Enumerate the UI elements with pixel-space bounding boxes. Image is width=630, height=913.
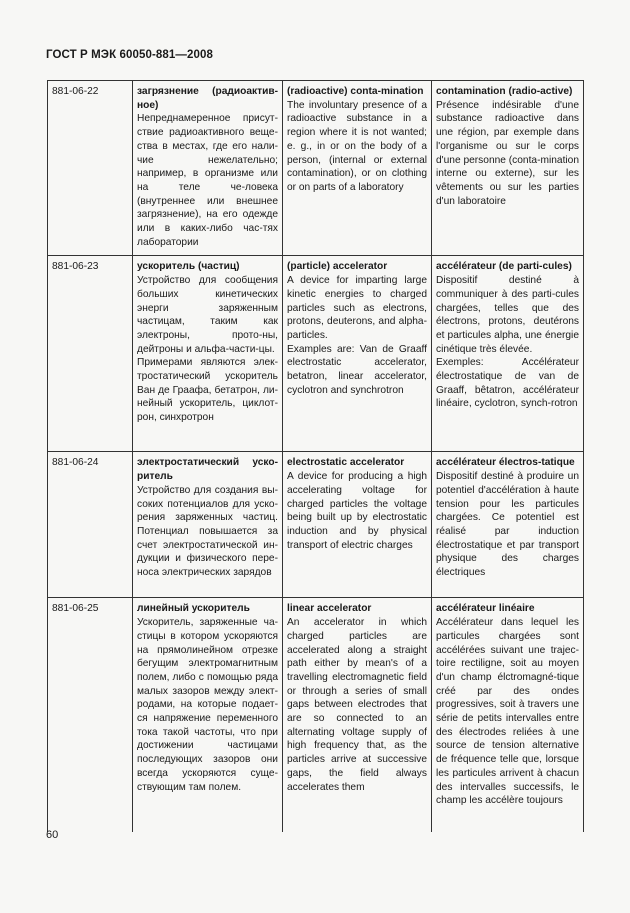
table-row — [48, 598, 584, 833]
english-definition: An accelerator in which charged particles are accelerated along a straight path either by mean's of a travelling electromagnetic field or through a series of small gaps between electrodes that are so connected to an alternating voltage supply of high frequency that, as the particles arrive at successive gaps, the field always accelerates them — [287, 617, 427, 793]
russian-term: электростатический уско-ритель — [137, 457, 278, 483]
russian-term: линейный ускоритель — [137, 603, 250, 615]
table-row — [48, 256, 584, 452]
term-code: 881-06-25 — [48, 598, 133, 833]
document-header: ГОСТ Р МЭК 60050-881—2008 — [46, 49, 213, 61]
english-entry — [283, 81, 432, 256]
russian-entry — [133, 452, 283, 598]
russian-definition: Устройство для сообщения больших кинетических энерги заряженным частицам, таким как электроны, прото-ны, дейтроны и альфа-части-цы. — [137, 275, 278, 355]
russian-entry — [133, 81, 283, 256]
russian-entry — [133, 598, 283, 833]
french-definition: Présence indésirable d'une substance radioactive dans une région, par exemple dans l'organisme ou sur le corps d'une personne (conta-mination interne ou externe), sur les vêtements ou sur les parties d'un laboratoire — [436, 99, 579, 207]
french-entry — [432, 598, 584, 833]
term-code: 881-06-24 — [48, 452, 133, 598]
english-term: (radioactive) conta-mination — [287, 86, 424, 97]
english-term: linear accelerator — [287, 603, 372, 615]
english-definition: The involuntary presence of a radioactive substance in a region where it is not wanted; e. g., in or on the body of a person, (internal or external contamination), or on clothing or on parts of a laboratory — [287, 99, 427, 193]
russian-term: загрязнение (радиоактив-ное) — [137, 86, 278, 111]
french-entry — [432, 256, 584, 452]
terms-table — [47, 80, 584, 832]
french-entry — [432, 452, 584, 598]
french-term: accélérateur (de parti-cules) — [436, 261, 572, 273]
english-entry — [283, 598, 432, 833]
russian-definition: Устройство для создания вы-соких потенциалов для уско-рения заряженных частиц. Потенциал повышается за счет электростатической ин-дукции и физического пере-носа электрических зарядов — [137, 484, 278, 579]
english-definition: A device for producing a high accelerating voltage for charged particles the voltage being built up by electrostatic induction and by physical transport of electric charges — [287, 471, 427, 551]
english-entry — [283, 452, 432, 598]
french-definition: Dispositif destiné à communiquer à des parti-cules chargées, telles que des électrons, protons, deutérons et particules alpha, une énergie cinétique très élevée. — [436, 275, 579, 355]
french-definition: Dispositif destiné à produire un potentiel d'accélération à haute tension pour les particules chargées. Ce potentiel est réalisé par induction électrostatique et par transport physique des charges électriques — [436, 471, 579, 579]
table-row — [48, 81, 584, 256]
english-examples: Examples are: Van de Graaff electrostatic accelerator, betatron, linear accelerator, cyclotron and synchrotron — [287, 343, 427, 396]
french-term: accélérateur linéaire — [436, 603, 535, 615]
term-code: 881-06-23 — [48, 256, 133, 452]
french-term: contamination (radio-active) — [436, 86, 573, 97]
page-number: 60 — [46, 829, 59, 841]
english-definition: A device for imparting large kinetic energies to charged particles such as electrons, protons, deuterons, and alpha-particles. — [287, 275, 427, 341]
english-term: electrostatic accelerator — [287, 457, 405, 469]
table-row — [48, 452, 584, 598]
russian-definition: Непреднамеренное присут-ствие радиоактивного веще-ства в местах, где его нали-чие нежелательно; например, в организме или на теле че-ловека (внутреннее или внешнее загрязнение), на его одежде или в каких-либо час-тях лаборатории — [137, 113, 278, 248]
english-term: (particle) accelerator — [287, 261, 388, 273]
french-entry — [432, 81, 584, 256]
russian-examples: Примерами являются элек-тростатический ускоритель Ван де Граафа, бетатрон, ли-нейный ускоритель, циклот-рон, синхротрон — [137, 357, 278, 424]
russian-definition: Ускоритель, заряженные ча-стицы в котором ускоряются на прямолинейном отрезке бегущим электромагнитным полем, либо с помощью ряда малых зазоров между элект-родами, на которые подает-ся напряжение переменного тока такой частоты, что при достижении частицами последующих зазоров они всегда ускоряются суще-ствующим там полем. — [137, 617, 278, 793]
french-term: accélérateur électros-tatique — [436, 457, 575, 469]
french-definition: Accélérateur dans lequel les particules chargées sont accélérées suivant une trajec-toire rectiligne, soit au moyen d'un champ élctromagné-tique créé par des ondes progressives, soit à travers une série de petits intervalles entre des électrodes reliées à une source de tension alternative de fréquence telle que, lorsque les particules arrivent à chacun des intervalles successifs, le champ les accélère toujours — [436, 617, 579, 807]
russian-term: ускоритель (частиц) — [137, 261, 240, 273]
term-code: 881-06-22 — [48, 81, 133, 256]
russian-entry — [133, 256, 283, 452]
french-examples: Exemples: Accélérateur électrostatique de van de Graaff, bêtatron, accélérateur linéaire, cyclotron, synch-rotron — [436, 357, 579, 410]
english-entry — [283, 256, 432, 452]
